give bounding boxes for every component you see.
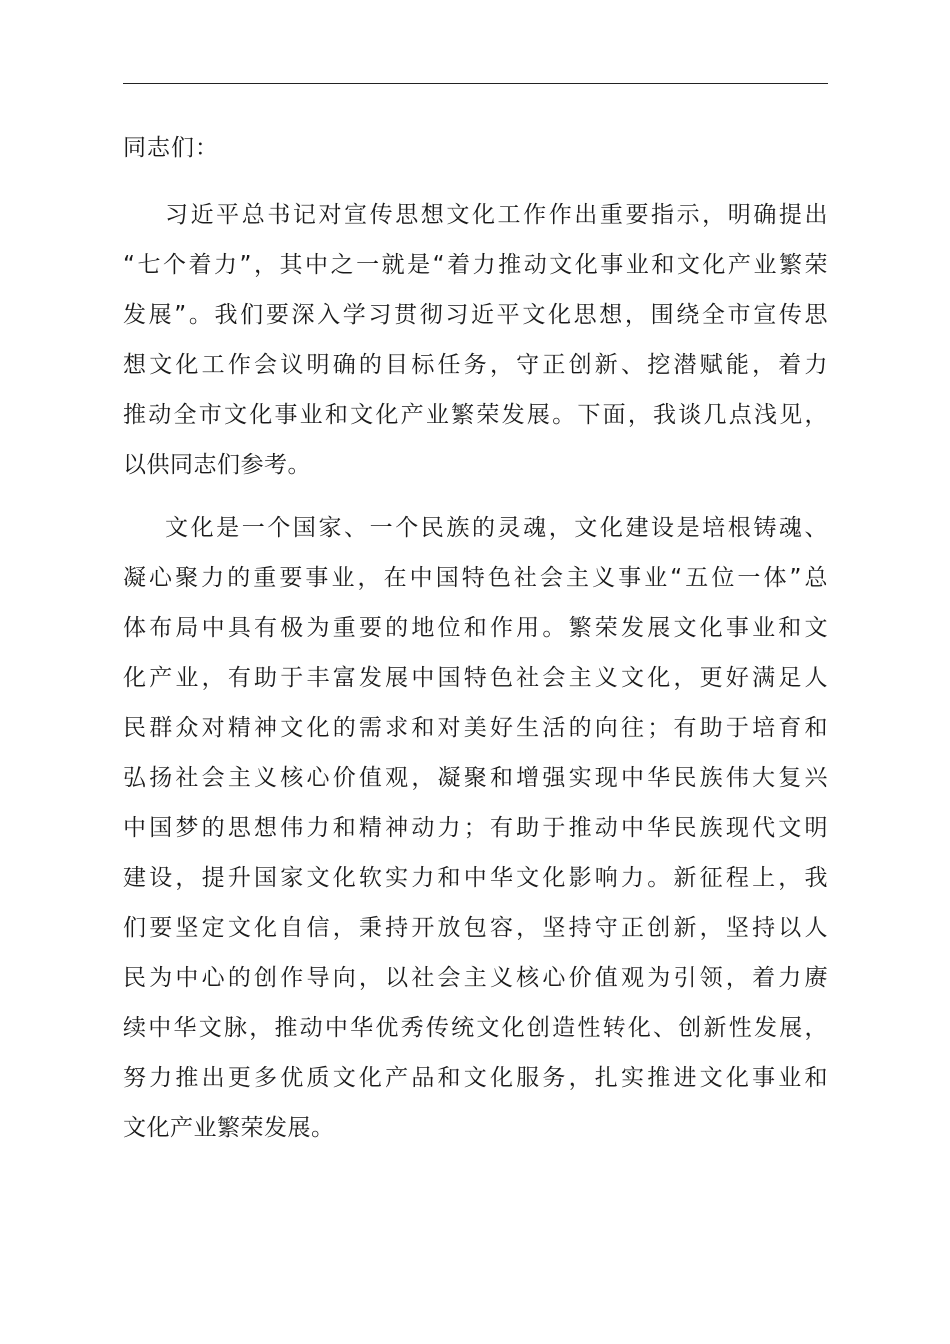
paragraph-line: 努力推出更多优质文化产品和文化服务，扎实推进文化事业和	[123, 1065, 828, 1091]
paragraph-1	[123, 190, 828, 490]
paragraph-line: 民为中心的创作导向，以社会主义核心价值观为引领，着力赓	[123, 965, 828, 991]
paragraph-line: 建设，提升国家文化软实力和中华文化影响力。新征程上，我	[123, 865, 828, 891]
paragraph-line: 续中华文脉，推动中华优秀传统文化创造性转化、创新性发展，	[123, 1015, 828, 1041]
paragraph-line: 文化产业繁荣发展。	[123, 1115, 335, 1141]
paragraph-line: 以供同志们参考。	[123, 452, 311, 478]
header-rule	[123, 83, 828, 84]
paragraph-line: 凝心聚力的重要事业，在中国特色社会主义事业“五位一体”总	[123, 565, 828, 591]
paragraph-line: 文化是一个国家、一个民族的灵魂，文化建设是培根铸魂、	[165, 515, 828, 541]
paragraph-line: 推动全市文化事业和文化产业繁荣发展。下面，我谈几点浅见，	[123, 402, 828, 428]
paragraph-line: 习近平总书记对宣传思想文化工作作出重要指示，明确提出	[165, 202, 828, 228]
paragraph-line: 中国梦的思想伟力和精神动力；有助于推动中华民族现代文明	[123, 815, 828, 841]
paragraph-line: 民群众对精神文化的需求和对美好生活的向往；有助于培育和	[123, 715, 828, 741]
paragraph-line: 发展”。我们要深入学习贯彻习近平文化思想，围绕全市宣传思	[123, 302, 828, 328]
paragraph-line: 化产业，有助于丰富发展中国特色社会主义文化，更好满足人	[123, 665, 828, 691]
paragraph-line: 们要坚定文化自信，秉持开放包容，坚持守正创新，坚持以人	[123, 915, 828, 941]
paragraph-line: 想文化工作会议明确的目标任务，守正创新、挖潜赋能，着力	[123, 352, 828, 378]
paragraph-line: 体布局中具有极为重要的地位和作用。繁荣发展文化事业和文	[123, 615, 828, 641]
paragraph-line: “七个着力”，其中之一就是“着力推动文化事业和文化产业繁荣	[123, 252, 828, 278]
paragraph-line: 弘扬社会主义核心价值观，凝聚和增强实现中华民族伟大复兴	[123, 765, 828, 791]
paragraph-2	[123, 503, 828, 1153]
salutation: 同志们：	[123, 135, 219, 161]
